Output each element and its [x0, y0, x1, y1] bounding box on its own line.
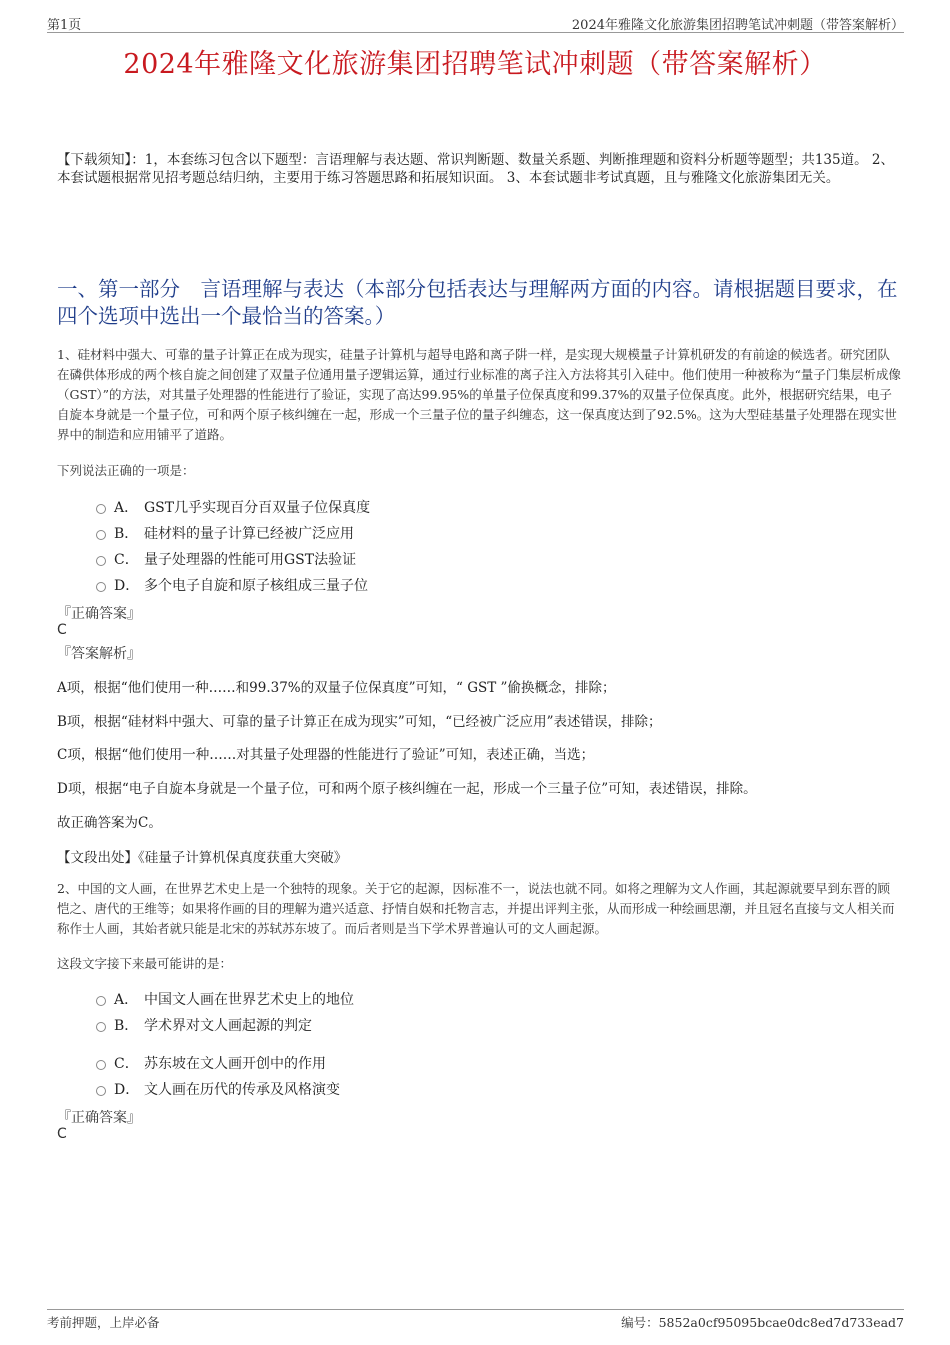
option-text: 多个电子自旋和原子核组成三量子位	[144, 578, 368, 594]
question-1-analysis-label: 『答案解析』	[57, 646, 141, 662]
option-letter: B．	[114, 1018, 139, 1034]
question-2-option-b[interactable]	[96, 1015, 312, 1035]
option-letter: A．	[114, 500, 139, 516]
radio-icon[interactable]	[96, 504, 106, 514]
radio-icon[interactable]	[96, 556, 106, 566]
question-1-answer: C	[57, 622, 67, 638]
question-1-answer-label: 『正确答案』	[57, 606, 141, 622]
question-1-passage: 1、硅材料中强大、可靠的量子计算正在成为现实，硅量子计算机与超导电路和离子阱一样，是实现大规模量子计算机研发的有前途的候选者。研究团队在磷供体形成的两个核自旋之间创建了双量子位通用量子逻辑运算，通过行业标准的离子注入方法将其引入硅中。他们使用一种被称为“量子门集层析成像（GST）”的方法，对其量子处理器的性能进行了验证，实现了高达99.95%的单量子位保真度和99.37%的双量子位保真度。此外，根据研究结果，电子自旋本身就是一个量子位，可和两个原子核纠缠在一起，形成一个三量子位的量子纠缠态，这一保真度达到了92.5%。这为大型硅基量子处理器在现实世界中的制造和应用铺平了道路。	[57, 347, 901, 442]
analysis-line-a: A项，根据“他们使用一种……和99.37%的双量子位保真度”可知，“ GST ”偷换概念，排除；	[57, 680, 616, 696]
analysis-line-b: B项，根据“硅材料中强大、可靠的量子计算正在成为现实”可知，“已经被广泛应用”表述错误，排除；	[57, 714, 662, 730]
document-title: 2024年雅隆文化旅游集团招聘笔试冲刺题（带答案解析）	[123, 49, 827, 80]
option-text: 学术界对文人画起源的判定	[144, 1018, 312, 1034]
analysis-line-c: C项，根据“他们使用一种……对其量子处理器的性能进行了验证”可知，表述正确，当选；	[57, 747, 595, 763]
analysis-conclusion: 故正确答案为C。	[57, 815, 162, 831]
footer-doc-id: 编号：5852a0cf95095bcae0dc8ed7d733ead7	[621, 1315, 904, 1330]
question-2-answer-label: 『正确答案』	[57, 1110, 141, 1126]
section-title: 一、第一部分 言语理解与表达（本部分包括表达与理解两方面的内容。请根据题目要求，在四个选项中选出一个最恰当的答案。）	[57, 277, 898, 328]
option-letter: A．	[114, 992, 139, 1008]
option-letter: B．	[114, 526, 139, 542]
question-1-source: 【文段出处】《硅量子计算机保真度获重大突破》	[57, 850, 348, 866]
question-2-option-d[interactable]	[96, 1079, 340, 1099]
footer-slogan: 考前押题，上岸必备	[47, 1315, 160, 1330]
question-2-answer: C	[57, 1126, 67, 1142]
question-2-passage: 2、中国的文人画，在世界艺术史上是一个独特的现象。关于它的起源，因标准不一，说法也就不同。如将之理解为文人作画，其起源就要早到东晋的顾恺之、唐代的王维等；如果将作画的目的理解为遣兴适意、抒情自娱和托物言志，并提出评判主张，从而形成一种绘画思潮，并且冠名直接与文人相关而称作士人画，其始者就只能是北宋的苏轼苏东坡了。而后者则是当下学术界普遍认可的文人画起源。	[57, 881, 895, 936]
option-letter: C．	[114, 552, 139, 568]
question-1-option-b[interactable]	[96, 523, 354, 543]
question-1-option-d[interactable]	[96, 575, 368, 595]
download-notice: 【下载须知】：1，本套练习包含以下题型：言语理解与表达题、常识判断题、数量关系题、判断推理题和资料分析题等题型；共135道。 2、本套试题根据常见招考题总结归纳，主要用于练习答题思路和拓展知识面。 3、本套试题非考试真题，且与雅隆文化旅游集团无关。	[57, 152, 894, 186]
radio-icon[interactable]	[96, 530, 106, 540]
header-divider	[47, 32, 904, 33]
radio-icon[interactable]	[96, 1060, 106, 1070]
option-letter: D．	[114, 578, 140, 594]
question-1-option-c[interactable]	[96, 549, 356, 569]
option-text: 硅材料的量子计算已经被广泛应用	[144, 526, 354, 542]
option-text: 中国文人画在世界艺术史上的地位	[144, 992, 354, 1008]
question-1-prompt: 下列说法正确的一项是：	[57, 463, 195, 478]
running-header-title: 2024年雅隆文化旅游集团招聘笔试冲刺题（带答案解析）	[571, 18, 904, 33]
footer-divider	[47, 1309, 904, 1310]
radio-icon[interactable]	[96, 582, 106, 592]
analysis-line-d: D项，根据“电子自旋本身就是一个量子位，可和两个原子核纠缠在一起，形成一个三量子位”可知，表述错误，排除。	[57, 781, 757, 797]
radio-icon[interactable]	[96, 996, 106, 1006]
question-2-option-a[interactable]	[96, 989, 354, 1009]
question-1-option-a[interactable]	[96, 497, 370, 517]
radio-icon[interactable]	[96, 1022, 106, 1032]
radio-icon[interactable]	[96, 1086, 106, 1096]
option-text: 苏东坡在文人画开创中的作用	[144, 1056, 326, 1072]
option-text: GST几乎实现百分百双量子位保真度	[144, 500, 371, 516]
page-number: 第1页	[47, 18, 82, 33]
option-text: 文人画在历代的传承及风格演变	[144, 1082, 340, 1098]
question-2-option-c[interactable]	[96, 1053, 326, 1073]
option-text: 量子处理器的性能可用GST法验证	[144, 552, 357, 568]
option-letter: C．	[114, 1056, 139, 1072]
question-2-prompt: 这段文字接下来最可能讲的是：	[57, 956, 233, 971]
option-letter: D．	[114, 1082, 140, 1098]
